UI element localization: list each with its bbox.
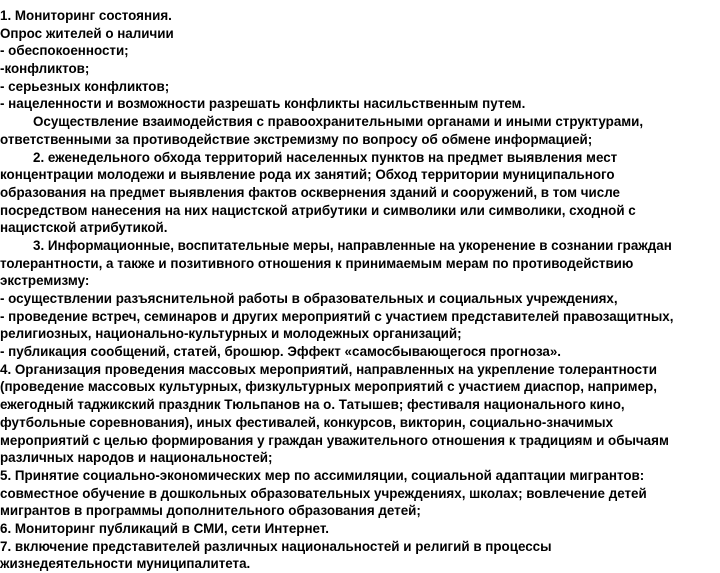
doc-line-31: 7. включение представителей различных национальностей и религий в процессы — [0, 538, 552, 554]
doc-line-1: 1. Мониторинг состояния. — [0, 8, 172, 23]
doc-line-6: - нацеленности и возможности разрешать конфликты насильственным путем. — [0, 96, 526, 112]
doc-line-17: - осуществлении разъяснительной работы в образовательных и социальных учреждениях, — [0, 291, 618, 306]
doc-line-20: - публикация сообщений, статей, брошюр. Эффект «самосбывающегося прогноза». — [0, 344, 562, 360]
doc-line-10: концентрации молодежи и выявление рода их занятий; Обход территории муниципального — [0, 167, 615, 183]
doc-line-12: посредством нанесения на них нацистской атрибутики и символики или символики, сходной с — [0, 202, 636, 218]
doc-line-5: - серьезных конфликтов; — [0, 78, 170, 94]
doc-line-13: нацистской атрибутикой. — [0, 220, 168, 236]
doc-line-3: - обеспокоенности; — [0, 43, 129, 59]
doc-line-14: 3. Информационные, воспитательные меры, направленные на укоренение в сознании граждан — [33, 237, 672, 253]
document-body — [0, 7, 716, 573]
doc-line-25: мероприятий с целью формирования у граждан уважительного отношения к традициям и обычаям — [0, 432, 669, 448]
doc-line-2: Опрос жителей о наличии — [0, 25, 174, 41]
doc-line-22: (проведение массовых культурных, физкультурных мероприятий с участием диаспор, например, — [0, 379, 657, 395]
doc-line-32: жизнедеятельности муниципалитета. — [0, 556, 251, 572]
doc-line-28: совместное обучение в дошкольных образовательных учреждениях, школах; вовлечение детей — [0, 485, 647, 501]
doc-line-16: экстремизму: — [0, 273, 90, 289]
doc-line-7: Осуществление взаимодействия с правоохранительными органами и иными структурами, — [33, 114, 644, 130]
doc-line-4: -конфликтов; — [0, 61, 90, 77]
doc-line-26: различных народов и национальностей; — [0, 450, 273, 466]
doc-line-24: футбольные соревнования), иных фестивалей, конкурсов, викторин, социально-значимых — [0, 414, 614, 430]
doc-line-8: ответственными за противодействие экстремизму по вопросу об обмене информацией; — [0, 131, 593, 147]
doc-line-18: - проведение встреч, семинаров и других мероприятий с участием представителей правозащитных, — [0, 308, 674, 324]
doc-line-27: 5. Принятие социально-экономических мер по ассимиляции, социальной адаптации мигрантов: — [0, 467, 645, 483]
doc-line-11: образования на предмет выявления фактов осквернения зданий и сооружений, в том числе — [0, 184, 620, 200]
doc-line-29: мигрантов в программы дополнительного образования детей; — [0, 503, 421, 519]
doc-line-23: ежегодный таджикский праздник Тюльпанов на о. Татышев; фестиваля национального кино, — [0, 397, 625, 413]
doc-line-15: толерантности, а также и позитивного отношения к принимаемым мерам по противодействию — [0, 255, 634, 271]
doc-line-21: 4. Организация проведения массовых мероприятий, направленных на укрепление толерантности — [0, 361, 657, 377]
doc-line-30: 6. Мониторинг публикаций в СМИ, сети Интернет. — [0, 520, 329, 536]
doc-line-9: 2. еженедельного обхода территорий населенных пунктов на предмет выявления мест — [33, 149, 618, 165]
doc-line-19: религиозных, национально-культурных и молодежных организаций; — [0, 326, 462, 342]
